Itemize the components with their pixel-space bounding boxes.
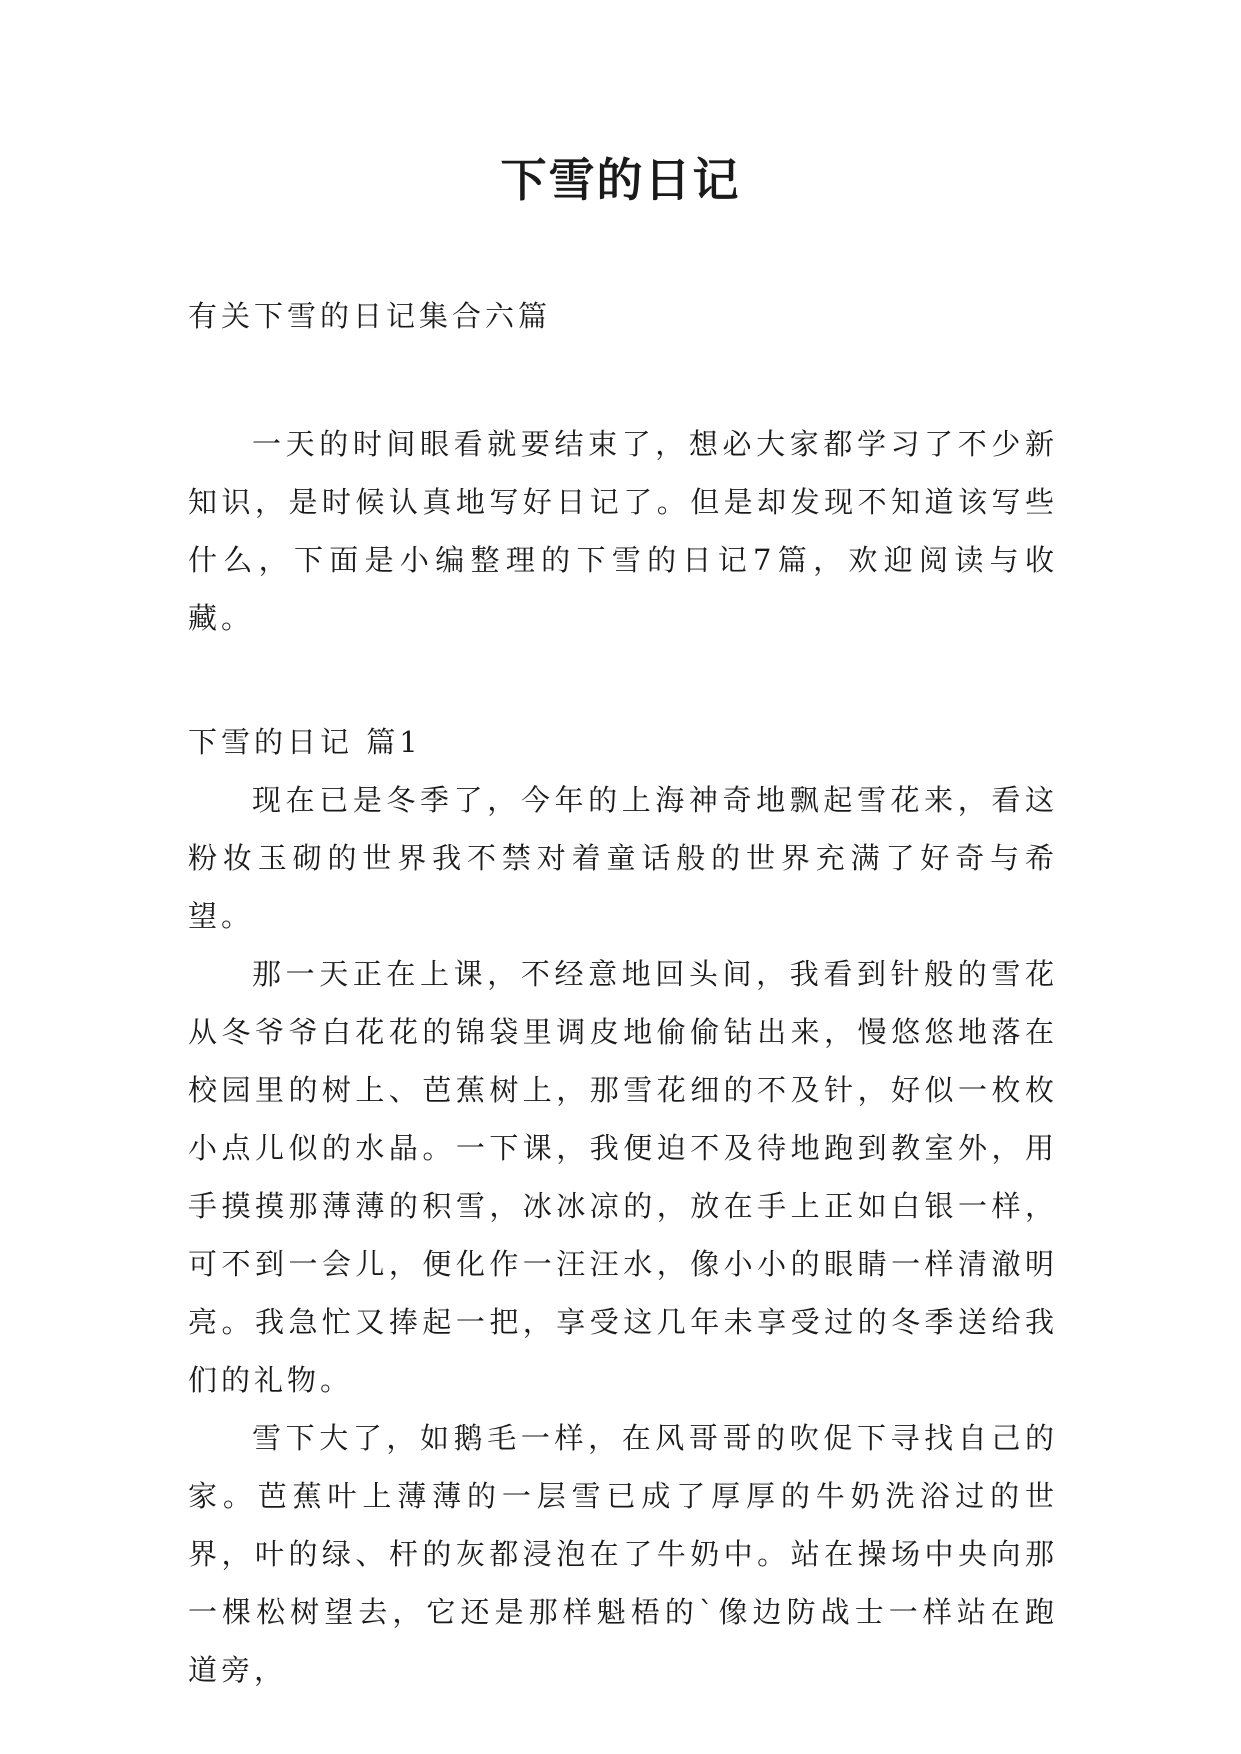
document-body [188, 287, 1058, 1699]
document-subtitle: 有关下雪的日记集合六篇 [188, 299, 552, 333]
intro-paragraph: 一天的时间眼看就要结束了，想必大家都学习了不少新知识，是时候认真地写好日记了。但是却发现不知道该写些什么，下面是小编整理的下雪的日记7篇，欢迎阅读与收藏。 [188, 427, 1058, 635]
body-paragraph: 那一天正在上课，不经意地回头间，我看到针般的雪花从冬爷爷白花花的锦袋里调皮地偷偷钻出来，慢悠悠地落在校园里的树上、芭蕉树上，那雪花细的不及针，好似一枚枚小点儿似的水晶。一下课，我便迫不及待地跑到教室外，用手摸摸那薄薄的积雪，冰冰凉的，放在手上正如白银一样，可不到一会儿，便化作一汪汪水，像小小的眼睛一样清澈明亮。我急忙又捧起一把，享受这几年未享受过的冬季送给我们的礼物。 [188, 957, 1058, 1397]
body-paragraph: 现在已是冬季了，今年的上海神奇地飘起雪花来，看这粉妆玉砌的世界我不禁对着童话般的世界充满了好奇与希望。 [188, 783, 1058, 933]
document-title: 下雪的日记 [500, 153, 741, 207]
section-heading: 下雪的日记 篇1 [188, 725, 422, 759]
body-paragraph: 雪下大了，如鹅毛一样，在风哥哥的吹促下寻找自己的家。芭蕉叶上薄薄的一层雪已成了厚厚的牛奶洗浴过的世界，叶的绿、杆的灰都浸泡在了牛奶中。站在操场中央向那一棵松树望去，它还是那样魁梧的`像边防战士一样站在跑道旁， [188, 1421, 1058, 1687]
